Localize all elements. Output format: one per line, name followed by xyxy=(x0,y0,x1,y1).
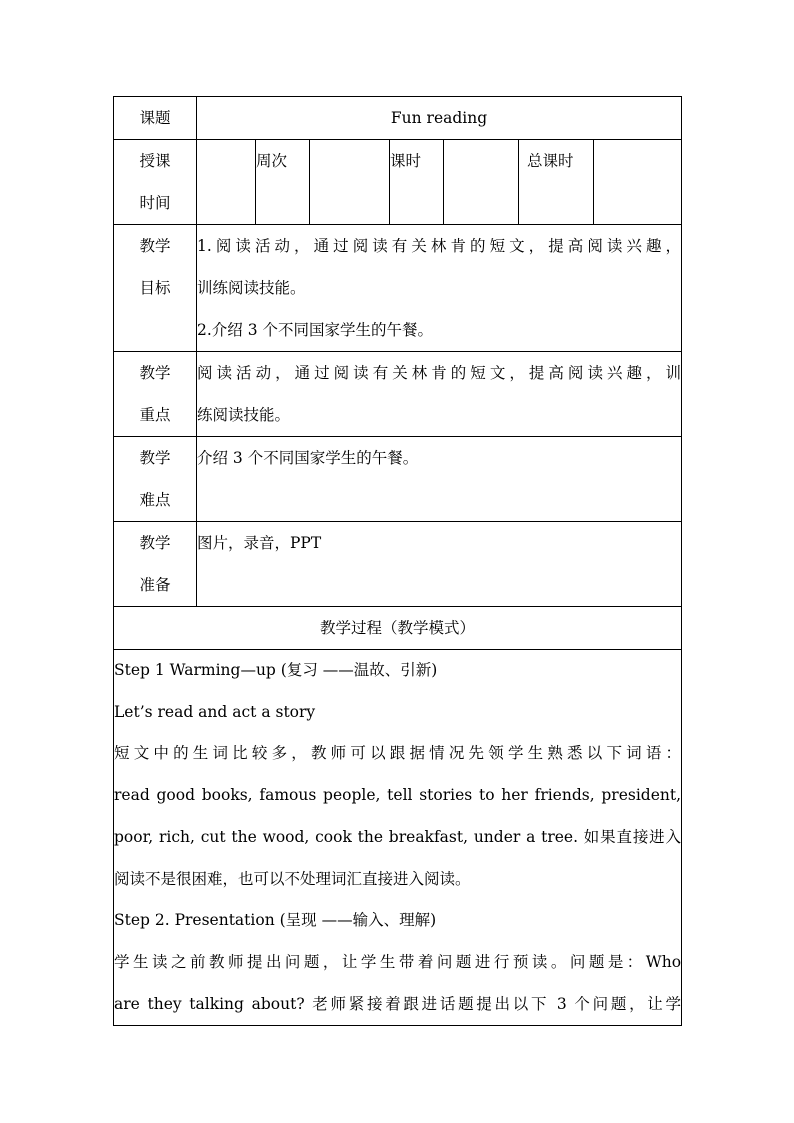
key-points-label-line2: 重点 xyxy=(139,406,171,424)
process-content xyxy=(114,650,682,1026)
process-line: poor, rich, cut the wood, cook the breakfast, under a tree. 如果直接进入 xyxy=(114,827,682,846)
row-title xyxy=(114,97,682,140)
process-line: 学生读之前教师提出问题，让学生带着问题进行预读。问题是：Who xyxy=(114,952,682,971)
row-preparation xyxy=(114,522,682,607)
difficulties-content xyxy=(197,437,682,522)
process-line: read good books, famous people, tell stories to her friends, president, xyxy=(114,786,682,805)
preparation-line: 图片，录音，PPT xyxy=(197,534,322,552)
time-label-line1: 授课 xyxy=(139,152,171,170)
row-difficulties xyxy=(114,437,682,522)
time-label-line2: 时间 xyxy=(139,194,171,212)
week-value-cell xyxy=(310,140,390,225)
difficulties-label-cell xyxy=(114,437,197,522)
difficulties-label-line2: 难点 xyxy=(139,491,171,509)
key-points-label-line1: 教学 xyxy=(139,364,171,382)
week-label: 周次 xyxy=(256,140,310,225)
process-line: 短文中的生词比较多，教师可以跟据情况先领学生熟悉以下词语： xyxy=(114,744,682,763)
objectives-line: 2.介绍 3 个不同国家学生的午餐。 xyxy=(197,321,434,339)
key-points-label-cell xyxy=(114,352,197,437)
period-value-cell xyxy=(444,140,519,225)
total-cell xyxy=(519,140,682,225)
time-label-cell xyxy=(114,140,197,225)
row-key-points xyxy=(114,352,682,437)
objectives-label-line2: 目标 xyxy=(139,279,171,297)
process-line: Let’s read and act a story xyxy=(114,702,316,721)
objectives-line: 训练阅读技能。 xyxy=(197,279,306,297)
row-time xyxy=(114,140,682,225)
title-label-cell xyxy=(114,97,197,140)
row-objectives xyxy=(114,225,682,352)
difficulties-label-line1: 教学 xyxy=(139,449,171,467)
process-line: 阅读不是很困难，也可以不处理词汇直接进入阅读。 xyxy=(114,869,471,888)
title-label: 课题 xyxy=(139,109,171,127)
title-value: Fun reading xyxy=(197,97,682,140)
key-points-line: 阅读活动，通过阅读有关林肯的短文，提高阅读兴趣，训 xyxy=(197,364,682,382)
process-heading: 教学过程（教学模式） xyxy=(114,607,682,650)
period-label: 课时 xyxy=(390,140,444,225)
difficulties-line: 介绍 3 个不同国家学生的午餐。 xyxy=(197,449,419,467)
key-points-line: 练阅读技能。 xyxy=(197,406,291,424)
row-process-heading xyxy=(114,607,682,650)
process-line: are they talking about? 老师紧接着跟进话题提出以下 3 个问题，让学 xyxy=(114,994,682,1013)
date-value-cell xyxy=(197,140,256,225)
objectives-line: 1.阅读活动，通过阅读有关林肯的短文，提高阅读兴趣， xyxy=(197,237,682,255)
preparation-label-line1: 教学 xyxy=(139,534,171,552)
lesson-plan-table xyxy=(113,96,682,1026)
total-label: 总课时 xyxy=(519,140,594,224)
process-line: Step 2. Presentation (呈现 ——输入、理解) xyxy=(114,911,437,930)
objectives-content xyxy=(197,225,682,352)
preparation-label-cell xyxy=(114,522,197,607)
total-value-cell xyxy=(594,140,681,224)
process-line: Step 1 Warming—up (复习 ——温故、引新) xyxy=(114,661,438,679)
objectives-label-line1: 教学 xyxy=(139,237,171,255)
key-points-content xyxy=(197,352,682,437)
preparation-content xyxy=(197,522,682,607)
row-process xyxy=(114,650,682,1026)
preparation-label-line2: 准备 xyxy=(139,576,171,594)
objectives-label-cell xyxy=(114,225,197,352)
